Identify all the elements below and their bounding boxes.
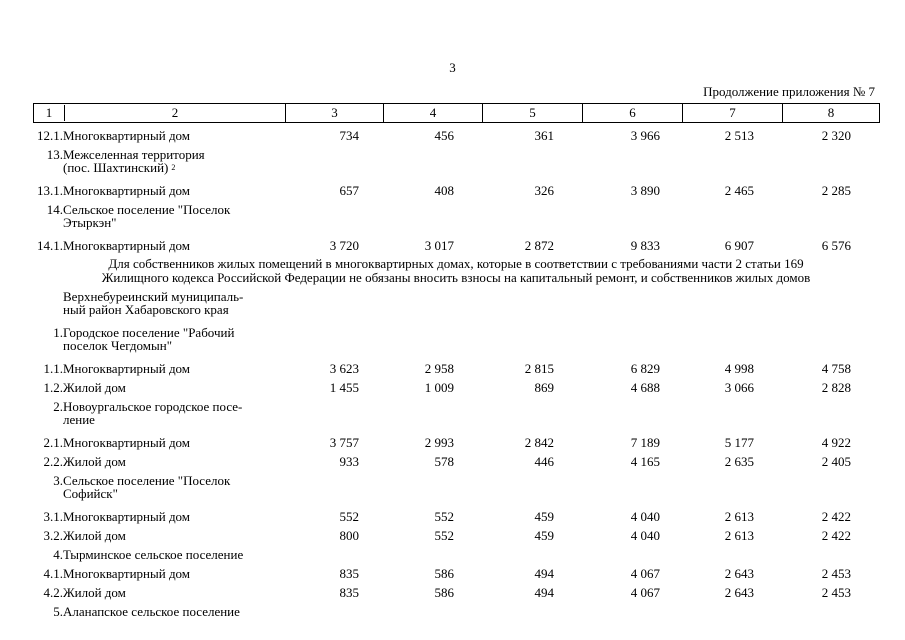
table-row [33, 359, 879, 378]
value-cell-col-8 [782, 145, 879, 181]
row-number: 1. [53, 325, 63, 340]
value-cell-col-8: 2 453 [821, 566, 851, 581]
value-cell-col-8: 4 922 [821, 435, 851, 450]
value-cell-col-3: 734 [339, 128, 359, 143]
value-cell-col-6 [582, 323, 682, 359]
value-cell-col-5 [482, 471, 582, 507]
value-cell-col-3 [285, 397, 383, 433]
value-cell-col-6: 7 189 [630, 435, 660, 450]
value-cell-col-8: 4 758 [821, 361, 851, 376]
value-cell-col-6 [582, 200, 682, 236]
value-cell-col-7 [682, 545, 782, 564]
row-name: Многоквартирный дом [63, 361, 191, 376]
table-row [33, 397, 879, 433]
row-number: 13. [46, 147, 63, 162]
row-name [63, 287, 285, 323]
value-cell-col-6: 4 165 [630, 454, 660, 469]
table-row [33, 145, 879, 181]
row-name: Жилой дом [63, 528, 126, 543]
footnote-marker: 2 [171, 163, 176, 172]
value-cell-col-6: 4 688 [630, 380, 660, 395]
value-cell-col-7 [682, 200, 782, 236]
value-cell-col-5 [482, 323, 582, 359]
data-table [33, 126, 879, 621]
value-cell-col-3: 3 720 [329, 238, 359, 253]
row-name-line: ный район Хабаровского края [63, 302, 229, 317]
value-cell-col-6 [582, 471, 682, 507]
column-header-table [33, 103, 880, 123]
value-cell-col-4: 408 [434, 183, 454, 198]
row-name-line: поселок Чегдомын" [63, 338, 173, 353]
value-cell-col-6 [582, 287, 682, 323]
row-number: 12.1. [37, 128, 63, 143]
row-number: 1.1. [43, 361, 63, 376]
value-cell-col-3: 552 [339, 509, 359, 524]
table-row [33, 126, 879, 145]
table-row [33, 452, 879, 471]
table-row [33, 323, 879, 359]
row-number: 2.2. [43, 454, 63, 469]
value-cell-col-4 [383, 145, 482, 181]
value-cell-col-6: 6 829 [630, 361, 660, 376]
row-name [63, 145, 285, 181]
table-row [33, 471, 879, 507]
row-name-line: Сельское поселение "Поселок [63, 473, 231, 488]
value-cell-col-8 [782, 200, 879, 236]
value-cell-col-3: 657 [339, 183, 359, 198]
row-number: 3. [53, 473, 63, 488]
row-name: Тырминское сельское поселение [63, 547, 244, 562]
table-row [33, 545, 879, 564]
header-col-8: 8 [783, 104, 880, 123]
value-cell-col-5: 446 [534, 454, 554, 469]
table-row [33, 236, 879, 255]
value-cell-col-3 [285, 145, 383, 181]
column-header-row [34, 104, 880, 123]
table-row [33, 287, 879, 323]
row-number: 4.1. [43, 566, 63, 581]
row-number: 14.1. [37, 238, 63, 253]
value-cell-col-4: 552 [434, 528, 454, 543]
value-cell-col-4: 578 [434, 454, 454, 469]
row-name-line: Сельское поселение "Поселок [63, 202, 231, 217]
value-cell-col-6: 4 067 [630, 566, 660, 581]
value-cell-col-8: 2 422 [821, 528, 851, 543]
header-col-2: 2 [171, 105, 179, 120]
value-cell-col-3 [285, 200, 383, 236]
value-cell-col-8 [782, 287, 879, 323]
row-number: 14. [46, 202, 63, 217]
row-name: Многоквартирный дом [63, 183, 191, 198]
value-cell-col-6: 3 890 [630, 183, 660, 198]
value-cell-col-7 [682, 602, 782, 621]
value-cell-col-7: 2 643 [724, 566, 754, 581]
value-cell-col-8: 2 320 [821, 128, 851, 143]
value-cell-col-8 [782, 323, 879, 359]
value-cell-col-7 [682, 145, 782, 181]
table-row [33, 583, 879, 602]
value-cell-col-6 [582, 397, 682, 433]
row-name: Многоквартирный дом [63, 509, 191, 524]
row-name [63, 471, 285, 507]
row-name: Жилой дом [63, 585, 126, 600]
table-row [33, 433, 879, 452]
value-cell-col-5: 2 815 [524, 361, 554, 376]
row-name-line: Новоургальское городское посе- [63, 399, 243, 414]
row-name-line: Софийск" [63, 486, 118, 501]
value-cell-col-6: 3 966 [630, 128, 660, 143]
value-cell-col-5 [482, 145, 582, 181]
value-cell-col-7 [682, 323, 782, 359]
value-cell-col-6: 9 833 [630, 238, 660, 253]
row-name: Жилой дом [63, 454, 126, 469]
paragraph-line: Жилищного кодекса Российской Федерации не обязаны вносить взносы на капитальный ремонт, и собственников жилых домов [101, 270, 811, 285]
value-cell-col-6 [582, 602, 682, 621]
row-name [63, 397, 285, 433]
value-cell-col-7 [682, 397, 782, 433]
row-name-line: Верхнебуреинский муниципаль- [63, 289, 244, 304]
section-paragraph-row [33, 255, 879, 287]
value-cell-col-3 [285, 323, 383, 359]
row-number: 4.2. [43, 585, 63, 600]
value-cell-col-3 [285, 545, 383, 564]
row-name-line: ление [63, 412, 95, 427]
value-cell-col-5: 2 872 [524, 238, 554, 253]
row-number: 2. [53, 399, 63, 414]
row-number: 13.1. [37, 183, 63, 198]
value-cell-col-4: 3 017 [424, 238, 454, 253]
value-cell-col-7: 4 998 [724, 361, 754, 376]
continuation-note: Продолжение приложения № 7 [703, 84, 875, 99]
table-row [33, 526, 879, 545]
value-cell-col-8 [782, 471, 879, 507]
table-row [33, 564, 879, 583]
value-cell-col-7: 2 643 [724, 585, 754, 600]
value-cell-col-4 [383, 471, 482, 507]
row-name: Жилой дом [63, 380, 126, 395]
row-name-line: Межселенная территория [63, 147, 205, 162]
row-number: 3.2. [43, 528, 63, 543]
row-name-line: (пос. Шахтинский) [63, 160, 169, 175]
value-cell-col-4 [383, 200, 482, 236]
value-cell-col-4 [383, 397, 482, 433]
row-name [63, 323, 285, 359]
value-cell-col-7: 2 613 [724, 509, 754, 524]
value-cell-col-7: 2 513 [724, 128, 754, 143]
value-cell-col-5: 459 [534, 509, 554, 524]
value-cell-col-5: 494 [534, 585, 554, 600]
page-number: 3 [449, 60, 456, 75]
value-cell-col-8: 6 576 [821, 238, 851, 253]
header-col-1: 1 [34, 105, 65, 121]
value-cell-col-3: 1 455 [329, 380, 359, 395]
value-cell-col-4: 2 958 [424, 361, 454, 376]
value-cell-col-8: 2 285 [821, 183, 851, 198]
value-cell-col-3: 835 [339, 585, 359, 600]
value-cell-col-4: 1 009 [424, 380, 454, 395]
value-cell-col-7: 2 465 [724, 183, 754, 198]
row-name: Многоквартирный дом [63, 238, 191, 253]
row-name: Многоквартирный дом [63, 128, 191, 143]
value-cell-col-7: 2 613 [724, 528, 754, 543]
value-cell-col-4: 2 993 [424, 435, 454, 450]
header-col-3: 3 [286, 104, 384, 123]
row-number [33, 287, 63, 323]
value-cell-col-5 [482, 545, 582, 564]
header-col-4: 4 [384, 104, 483, 123]
row-number: 1.2. [43, 380, 63, 395]
value-cell-col-3 [285, 287, 383, 323]
value-cell-col-4 [383, 323, 482, 359]
header-col-5: 5 [483, 104, 583, 123]
value-cell-col-5: 2 842 [524, 435, 554, 450]
value-cell-col-8: 2 453 [821, 585, 851, 600]
value-cell-col-3: 800 [339, 528, 359, 543]
section-paragraph [33, 255, 879, 287]
value-cell-col-5 [482, 200, 582, 236]
value-cell-col-5: 869 [534, 380, 554, 395]
table-row [33, 181, 879, 200]
row-number: 3.1. [43, 509, 63, 524]
value-cell-col-6 [582, 545, 682, 564]
header-col-6: 6 [583, 104, 683, 123]
value-cell-col-5 [482, 397, 582, 433]
value-cell-col-6 [582, 145, 682, 181]
value-cell-col-8: 2 828 [821, 380, 851, 395]
value-cell-col-5: 326 [534, 183, 554, 198]
row-number: 5. [53, 604, 63, 619]
value-cell-col-6: 4 040 [630, 528, 660, 543]
value-cell-col-6: 4 040 [630, 509, 660, 524]
value-cell-col-4: 586 [434, 566, 454, 581]
table-row [33, 507, 879, 526]
value-cell-col-6: 4 067 [630, 585, 660, 600]
value-cell-col-4: 552 [434, 509, 454, 524]
table-row [33, 602, 879, 621]
row-number: 2.1. [43, 435, 63, 450]
row-name-line: Этыркэн" [63, 215, 117, 230]
value-cell-col-7: 5 177 [724, 435, 754, 450]
value-cell-col-8 [782, 545, 879, 564]
row-name [63, 200, 285, 236]
table-row [33, 200, 879, 236]
header-col-7: 7 [683, 104, 783, 123]
value-cell-col-4: 586 [434, 585, 454, 600]
value-cell-col-4 [383, 287, 482, 323]
value-cell-col-3 [285, 602, 383, 621]
value-cell-col-3: 933 [339, 454, 359, 469]
value-cell-col-5: 459 [534, 528, 554, 543]
value-cell-col-7 [682, 287, 782, 323]
paragraph-line: Для собственников жилых помещений в многоквартирных домах, которые в соответствии с требованиями части 2 статьи 169 [108, 256, 804, 271]
value-cell-col-8: 2 405 [821, 454, 851, 469]
value-cell-col-4 [383, 545, 482, 564]
value-cell-col-5 [482, 287, 582, 323]
value-cell-col-3 [285, 471, 383, 507]
value-cell-col-4: 456 [434, 128, 454, 143]
row-name-line: Городское поселение "Рабочий [63, 325, 235, 340]
value-cell-col-7: 3 066 [724, 380, 754, 395]
value-cell-col-5: 494 [534, 566, 554, 581]
value-cell-col-3: 835 [339, 566, 359, 581]
table-row [33, 378, 879, 397]
row-number: 4. [53, 547, 63, 562]
value-cell-col-8 [782, 602, 879, 621]
value-cell-col-5 [482, 602, 582, 621]
value-cell-col-3: 3 757 [329, 435, 359, 450]
row-name: Аланапское сельское поселение [63, 604, 240, 619]
row-name: Многоквартирный дом [63, 435, 191, 450]
value-cell-col-7: 6 907 [724, 238, 754, 253]
value-cell-col-7: 2 635 [724, 454, 754, 469]
value-cell-col-7 [682, 471, 782, 507]
value-cell-col-3: 3 623 [329, 361, 359, 376]
row-name: Многоквартирный дом [63, 566, 191, 581]
value-cell-col-5: 361 [534, 128, 554, 143]
header-cell [34, 104, 286, 123]
value-cell-col-8 [782, 397, 879, 433]
value-cell-col-4 [383, 602, 482, 621]
value-cell-col-8: 2 422 [821, 509, 851, 524]
